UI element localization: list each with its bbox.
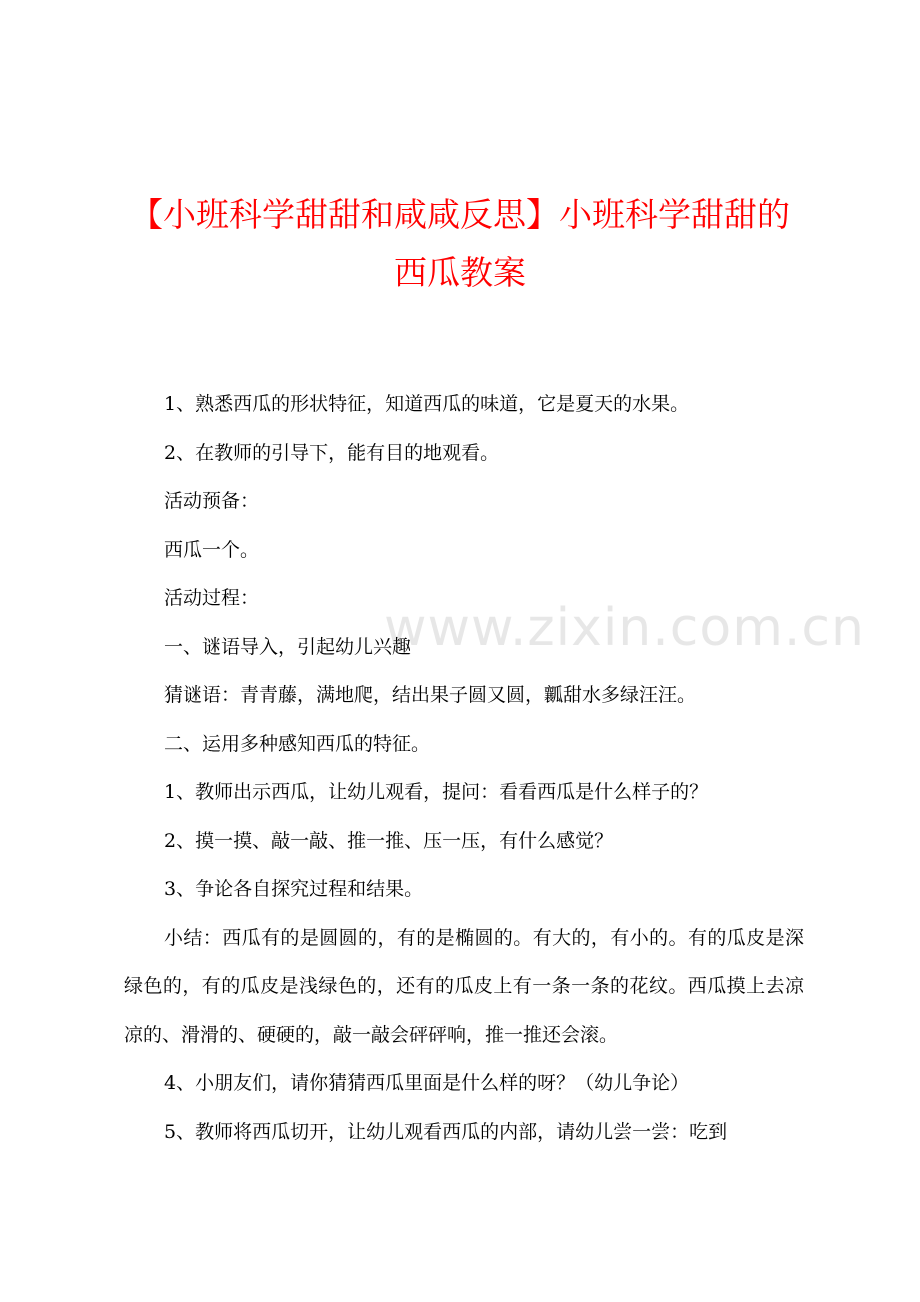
watermark: www.zixin.com.cn [384,598,865,658]
paragraph: 西瓜一个。 [164,538,260,561]
paragraph: 活动过程： [164,587,260,609]
paragraph: 3、争论各自探究过程和结果。 [164,878,424,900]
paragraph: 1、教师出示西瓜，让幼儿观看，提问：看看西瓜是什么样子的？ [164,781,709,803]
paragraph: 二、运用多种感知西瓜的特征。 [164,732,431,755]
paragraph: 1、熟悉西瓜的形状特征，知道西瓜的味道，它是夏天的水果。 [164,393,690,415]
title-line-1: 【小班科学甜甜和咸咸反思】小班科学甜甜的 [130,195,790,234]
paragraph: 2、摸一摸、敲一敲、推一推、压一压，有什么感觉？ [164,829,614,852]
paragraph: 4、小朋友们，请你猜猜西瓜里面是什么样的呀？（幼儿争论） [164,1072,690,1094]
title-line-2: 西瓜教案 [394,253,526,292]
paragraph: 2、在教师的引导下，能有目的地观看。 [164,441,500,464]
paragraph: 一、谜语导入，引起幼儿兴趣 [164,635,412,658]
paragraph: 活动预备： [164,490,260,512]
paragraph: 小结：西瓜有的是圆圆的，有的是椭圆的。有大的，有小的。有的瓜皮是深绿色的，有的瓜皮是浅绿色的，还有的瓜皮上有一条一条的花纹。西瓜摸上去凉凉的、滑滑的、硬硬的，敲一敲会砰砰响，推一推还会滚。 [124,926,804,1046]
paragraph: 猜谜语：青青藤，满地爬，结出果子圆又圆，瓤甜水多绿汪汪。 [164,684,697,706]
paragraph: 5、教师将西瓜切开，让幼儿观看西瓜的内部，请幼儿尝一尝：吃到 [164,1120,728,1143]
document-title [0,186,920,302]
document-body [124,380,804,1156]
